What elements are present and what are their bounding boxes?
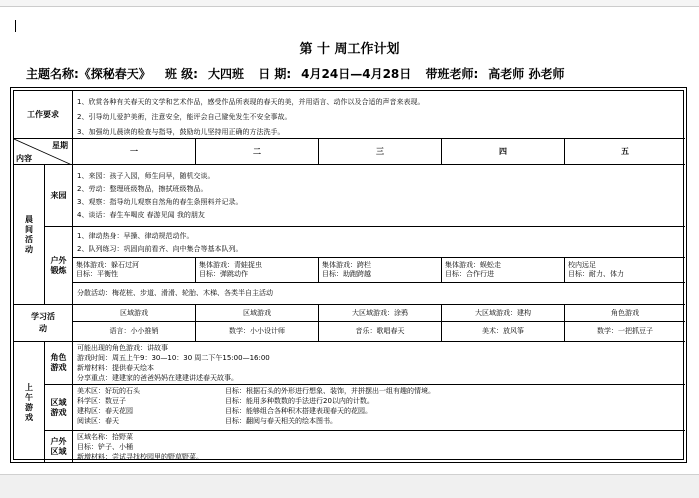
outdoor-game-mon[interactable] [72, 257, 195, 282]
area-left-col [77, 387, 140, 426]
learning-subject-wed[interactable]: 音乐：歌唱春天 [318, 321, 441, 341]
content-label: 内容 [16, 154, 32, 163]
area-left-line: 美术区：好玩的石头 [77, 387, 140, 395]
header-diagonal-cell [14, 138, 72, 164]
info-line [26, 65, 574, 82]
morning-label: 晨间活动 [25, 214, 33, 254]
game-name: 校内远足 [568, 261, 596, 269]
day-header-wed[interactable]: 三 [318, 138, 441, 164]
learning-area-thu[interactable]: 大区域游戏：建构 [441, 304, 564, 321]
date-label: 日 期: [258, 67, 292, 81]
outdoor-game-thu[interactable] [441, 257, 564, 282]
learning-label-text: 学习活动 [31, 312, 55, 333]
work-req-label[interactable]: 工作要求 [27, 110, 59, 119]
learning-subject-tue[interactable]: 数学：小小设计师 [195, 321, 318, 341]
game-name: 集体游戏：躲石过河 [76, 261, 139, 269]
text-cursor [15, 20, 16, 32]
outdoor-content[interactable] [72, 226, 685, 257]
outdoor-area-label-cell [44, 430, 72, 463]
outdoor-game-tue[interactable] [195, 257, 318, 282]
date-value: 4月24日—4月28日 [301, 67, 412, 81]
day-header-tue[interactable]: 二 [195, 138, 318, 164]
outdoor-area-line: 目标：铲子、小桶 [77, 443, 133, 451]
area-label-cell [44, 384, 72, 430]
game-goal: 目标：合作行进 [445, 270, 494, 278]
outdoor-area-content[interactable] [72, 430, 685, 463]
plan-table [10, 87, 687, 463]
outdoor-line: 2、队列练习：巩固向前看齐、向中集合等基本队列。 [77, 245, 243, 253]
learning-subject-thu[interactable]: 美术：放风筝 [441, 321, 564, 341]
game-goal: 目标：弹跳动作 [199, 270, 248, 278]
learning-area-mon[interactable]: 区域游戏 [72, 304, 195, 321]
learning-subject-fri[interactable]: 数学：一把抓豆子 [564, 321, 685, 341]
area-right-line: 目标：能够组合各种积木搭建表现春天的花园。 [225, 407, 372, 415]
area-content[interactable] [72, 384, 685, 430]
area-right-line: 目标：翻阅与春天相关的绘本图书。 [225, 417, 337, 425]
page-title: 第 十 周工作计划 [299, 42, 400, 57]
arrival-line: 3、观察：指导幼儿观察自然角的春生条照料并记录。 [77, 198, 243, 206]
outdoor-area-line: 区域名称：拾野菜 [77, 433, 133, 441]
outdoor-sub-text: 分散活动：梅花桩、步道、滑滑、轮胎、木梯、各类半自主活动 [77, 289, 273, 297]
teacher-label: 带班老师: [425, 67, 479, 81]
role-line: 分享重点：建建家的爸爸妈妈在建建讲述春天故事。 [77, 374, 238, 382]
ruler-bar [0, 0, 699, 7]
area-right-line: 目标：根据石头的外形进行想象、装饰，并拼摆出一组有趣的情境。 [225, 387, 435, 395]
learning-label [14, 304, 72, 341]
outdoor-sub[interactable] [72, 282, 685, 304]
role-line: 可能出现的角色游戏：讲故事 [77, 344, 168, 352]
outdoor-area-line: 新增材料：尝试寻找校园里的野草野菜。 [77, 453, 203, 461]
arrival-line: 2、劳动：整理班级物品，擦拭班级物品。 [77, 185, 208, 193]
role-line: 新增材料：提供春天绘本 [77, 364, 154, 372]
week-label: 星期 [52, 141, 68, 150]
day-header-fri[interactable]: 五 [564, 138, 685, 164]
game-name: 集体游戏：蜈蚣走 [445, 261, 501, 269]
arrival-line: 1、来园：孩子入园，师生问早，随机交谈。 [77, 172, 215, 180]
day-header-mon[interactable]: 一 [72, 138, 195, 164]
outdoor-label: 户外锻炼 [50, 255, 67, 275]
learning-subject-mon[interactable]: 语言：小小推销 [72, 321, 195, 341]
game-name: 集体游戏：跨栏 [322, 261, 371, 269]
outdoor-line: 1、律动热身：早操、律动规范动作。 [77, 232, 194, 240]
game-goal: 目标：耐力、体力 [568, 270, 624, 278]
morning-label-cell [14, 164, 44, 304]
arrival-content[interactable] [72, 164, 685, 226]
class-value: 大四班 [207, 67, 244, 81]
area-right-line: 目标：能用多种数数的手法进行20以内的计数。 [225, 397, 374, 405]
area-right-col [225, 387, 435, 426]
role-label-cell [44, 341, 72, 384]
arrival-label: 来园 [50, 190, 67, 200]
outdoor-area-label: 户外区域 [50, 437, 67, 456]
role-content[interactable] [72, 341, 685, 384]
outdoor-game-fri[interactable] [564, 257, 685, 282]
area-left-line: 科学区：数豆子 [77, 397, 126, 405]
learning-area-tue[interactable]: 区域游戏 [195, 304, 318, 321]
forenoon-label: 上午游戏 [25, 382, 33, 422]
day-header-thu[interactable]: 四 [441, 138, 564, 164]
work-req-line: 1、欣赏各种有关春天的文学和艺术作品，感受作品所表现的春天的美，并用语言、动作以及合适的声音来表现。 [77, 98, 425, 106]
outdoor-label-cell [44, 226, 72, 304]
teacher-value: 高老师 孙老师 [488, 67, 565, 81]
game-name: 集体游戏：青蛙捉虫 [199, 261, 262, 269]
arrival-line: 4、谈话：春生车喝皮 春游见闻 我的朋友 [77, 211, 205, 219]
area-label: 区域游戏 [50, 397, 67, 417]
theme-name: 主题名称:《探秘春天》 [26, 67, 151, 81]
work-req-line: 3、加强幼儿晨读的检查与指导，鼓励幼儿坚持用正确的方法洗手。 [77, 128, 285, 136]
outdoor-game-wed[interactable] [318, 257, 441, 282]
game-goal: 目标：平衡性 [76, 270, 118, 278]
status-bar [0, 474, 699, 498]
arrival-label-cell [44, 164, 72, 226]
role-label: 角色游戏 [50, 353, 67, 372]
game-goal: 目标：助跑跨越 [322, 270, 371, 278]
area-left-line: 阅读区：春天 [77, 417, 119, 425]
class-label: 班 级: [165, 67, 198, 81]
plan-table-inner [13, 90, 684, 460]
role-line: 游戏时间：周五上午9：30—10：30 周二下午15:00—16:00 [77, 354, 270, 362]
work-req-content[interactable] [72, 91, 685, 138]
area-left-line: 建构区：春天花园 [77, 407, 133, 415]
learning-area-fri[interactable]: 角色游戏 [564, 304, 685, 321]
learning-area-wed[interactable]: 大区域游戏：涂鸦 [318, 304, 441, 321]
forenoon-label-cell [14, 341, 44, 463]
work-req-line: 2、引导幼儿爱护美術，注意安全，能评会自己避免发生不安全事故。 [77, 113, 292, 121]
